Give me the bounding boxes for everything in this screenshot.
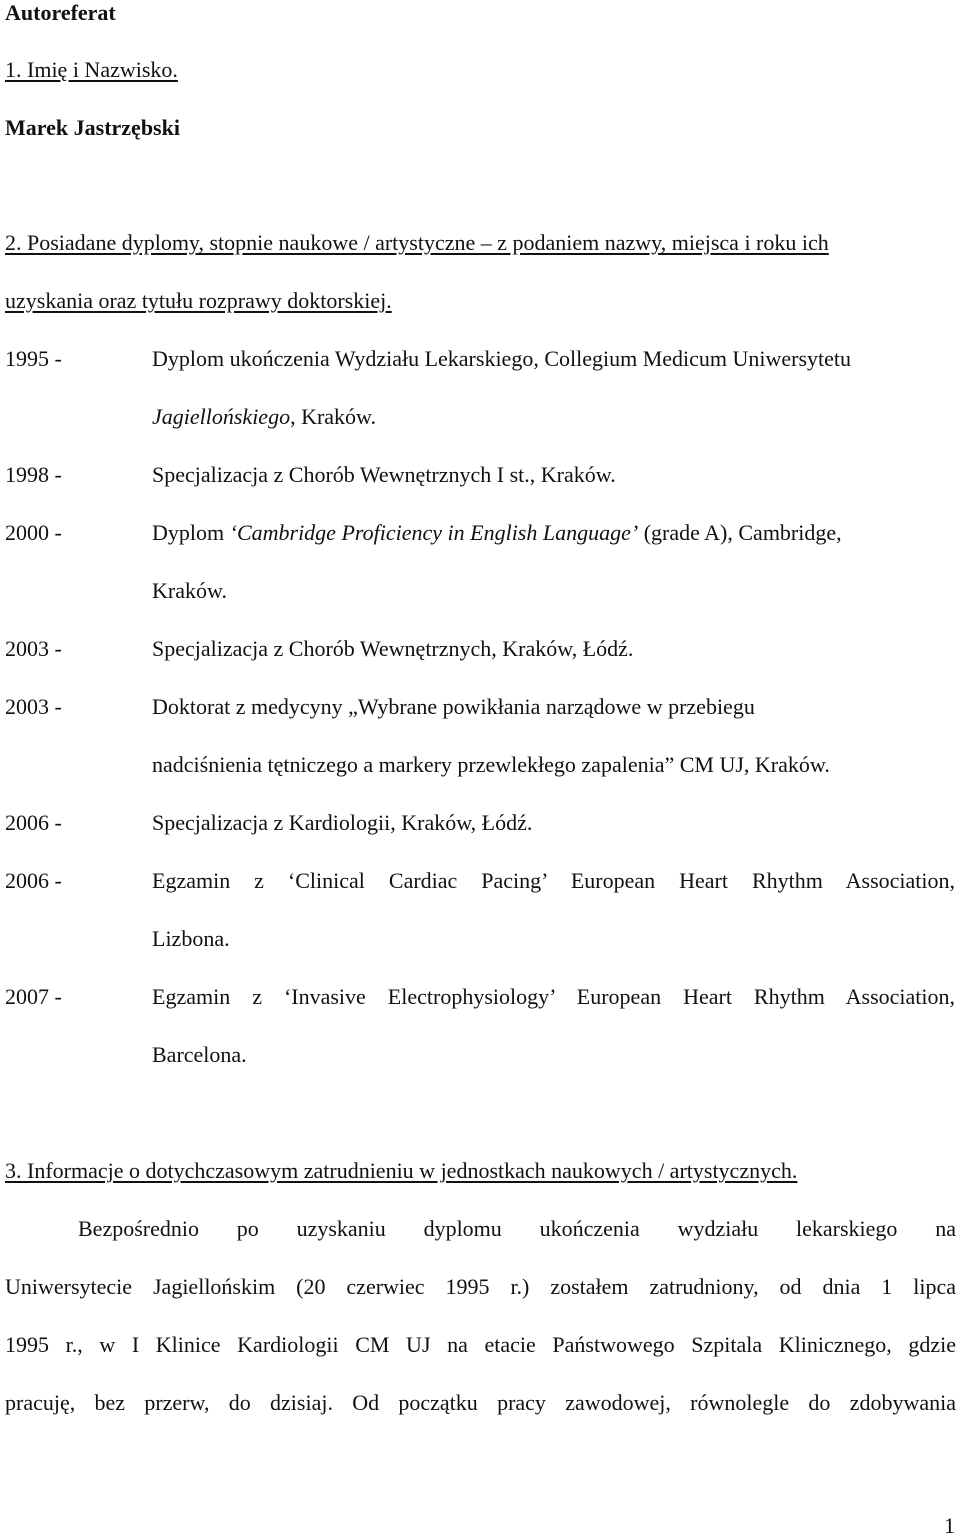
paragraph-line: Bezpośrednio po uzyskaniu dyplomu ukończenia wydziału lekarskiego na <box>78 1216 956 1241</box>
entry-year: 2007 - <box>5 984 62 1009</box>
entry-text-line: Dyplom ukończenia Wydziału Lekarskiego, Collegium Medicum Uniwersytetu <box>152 346 852 371</box>
section-2-heading-line-1: 2. Posiadane dyplomy, stopnie naukowe / artystyczne – z podaniem nazwy, miejsca i roku ich <box>5 230 829 255</box>
entry-text: Dyplom <box>152 520 230 545</box>
entry-text-line: nadciśnienia tętniczego a markery przewlekłego zapalenia” CM UJ, Kraków. <box>152 752 830 777</box>
section-3-heading: 3. Informacje o dotychczasowym zatrudnieniu w jednostkach naukowych / artystycznych. <box>5 1158 798 1183</box>
entry-year: 2006 - <box>5 810 62 835</box>
entry-italic-text: ‘Cambridge Proficiency in English Language’ <box>229 520 639 545</box>
entry-year: 2000 - <box>5 520 62 545</box>
paragraph-line: Uniwersytecie Jagiellońskim (20 czerwiec 1995 r.) zostałem zatrudniony, od dnia 1 lipca <box>5 1274 956 1299</box>
entry-year: 1998 - <box>5 462 62 487</box>
entry-text-line <box>152 520 955 578</box>
paragraph-line: 1995 r., w I Klinice Kardiologii CM UJ na etacie Państwowego Szpitala Klinicznego, gdzie <box>5 1332 956 1357</box>
entry-text-line: Egzamin z ‘Invasive Electrophysiology’ European Heart Rhythm Association, <box>152 984 955 1009</box>
document-title: Autoreferat <box>5 0 116 25</box>
section-2-heading-line-2: uzyskania oraz tytułu rozprawy doktorskiej. <box>5 288 392 313</box>
entry-year: 2003 - <box>5 636 62 661</box>
entry-text-line: Barcelona. <box>152 1042 247 1067</box>
entry-year: 1995 - <box>5 346 62 371</box>
entry-year: 2003 - <box>5 694 62 719</box>
entry-text-line: Egzamin z ‘Clinical Cardiac Pacing’ European Heart Rhythm Association, <box>152 868 955 893</box>
author-name: Marek Jastrzębski <box>5 115 180 140</box>
section-1-heading: 1. Imię i Nazwisko. <box>5 57 178 82</box>
entry-text-line: Specjalizacja z Chorób Wewnętrznych I st., Kraków. <box>152 462 616 487</box>
entry-text-line: Kraków. <box>152 578 227 603</box>
entry-italic-text: Jagiellońskiego <box>152 404 291 429</box>
entry-text-line: Lizbona. <box>152 926 230 951</box>
entry-text-line: Doktorat z medycyny „Wybrane powikłania narządowe w przebiegu <box>152 694 755 719</box>
employment-paragraph <box>5 1216 956 1448</box>
paragraph-line: pracuję, bez przerw, do dzisiaj. Od początku pracy zawodowej, równolegle do zdobywania <box>5 1390 956 1415</box>
entry-text: , Kraków. <box>290 404 377 429</box>
entry-text-line: Specjalizacja z Chorób Wewnętrznych, Kraków, Łódź. <box>152 636 634 661</box>
entry-text-line: Specjalizacja z Kardiologii, Kraków, Łódź. <box>152 810 533 835</box>
entry-text-line <box>152 404 955 462</box>
entry-year: 2006 - <box>5 868 62 893</box>
page-number: 1 <box>944 1513 955 1538</box>
entry-text: (grade A), Cambridge, <box>638 520 842 545</box>
